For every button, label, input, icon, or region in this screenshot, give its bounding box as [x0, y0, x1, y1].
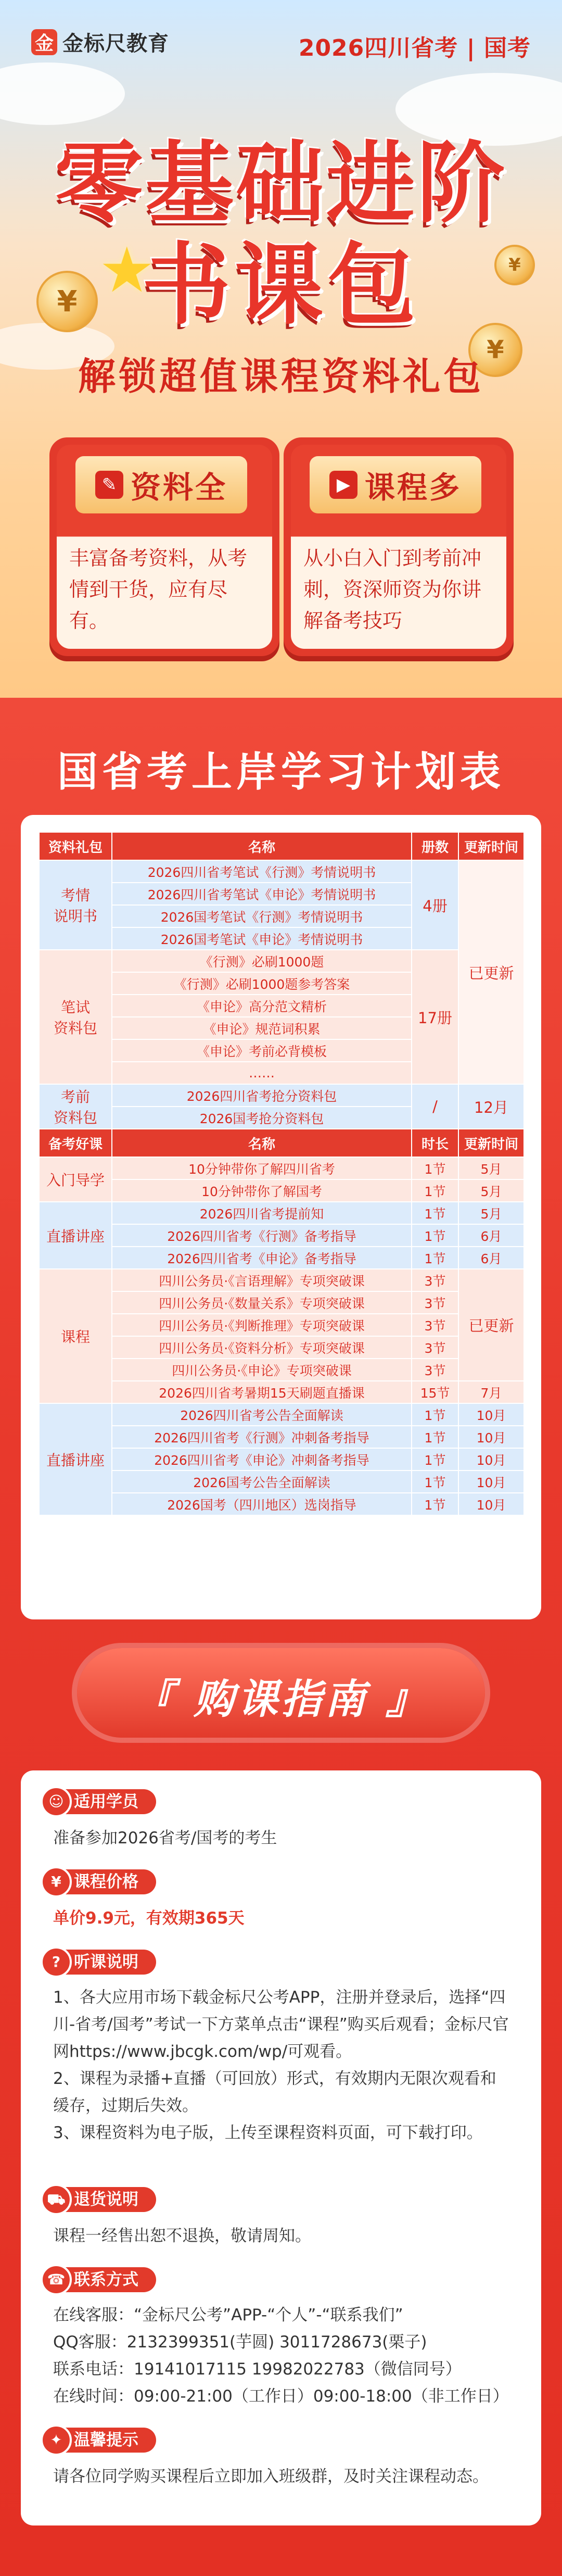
item-cell: 四川公务员·《言语理解》专项突破课	[112, 1269, 412, 1291]
price-text: 单价9.9元，有效期365天	[53, 1909, 245, 1928]
group-cell: 入门导学	[39, 1157, 112, 1202]
item-cell: 2026四川省考暑期15天刷题直播课	[112, 1381, 412, 1403]
duration-cell: 1节	[412, 1448, 458, 1471]
contact-line: 在线客服：“金标尺公考”APP-“个人”-“联系我们”	[53, 2306, 403, 2324]
item-cell: 2026四川省考笔试《申论》考情说明书	[112, 883, 412, 905]
item-cell: 10分钟带你了解国考	[112, 1179, 412, 1202]
table-header-cell: 名称	[112, 832, 412, 860]
item-cell: 2026国考（四川地区）选岗指导	[112, 1493, 412, 1515]
table-header-cell: 册数	[412, 832, 458, 860]
table-header-cell: 名称	[112, 1129, 412, 1157]
phone-icon: ☎	[41, 2264, 72, 2295]
time-cell: 5月	[458, 1179, 524, 1202]
feature-card-materials	[49, 437, 279, 656]
duration-cell: 1节	[412, 1224, 458, 1247]
duration-cell: 3节	[412, 1314, 458, 1336]
group-cell: 笔试 资料包	[39, 950, 112, 1084]
item-cell: 2026四川省考《申论》备考指导	[112, 1247, 412, 1269]
coin-icon: ¥	[468, 323, 522, 377]
top-bar	[0, 0, 562, 89]
duration-cell: 15节	[412, 1381, 458, 1403]
item-cell: 2026国考笔试《申论》考情说明书	[112, 927, 412, 950]
duration-cell: 3节	[412, 1336, 458, 1359]
table-row	[39, 1179, 524, 1202]
table-row	[39, 1336, 524, 1359]
feature-title: 课程多	[364, 470, 462, 505]
guide-banner	[77, 1648, 485, 1738]
section-title: 适用学员	[74, 1792, 138, 1811]
item-cell: 2026四川省考提前知	[112, 1202, 412, 1224]
duration-cell: 1节	[412, 1179, 458, 1202]
section-title: 听课说明	[74, 1953, 138, 1971]
section-text: 请各位同学购买课程后立即加入班级群，及时关注课程动态。	[53, 2467, 489, 2486]
feature-card-courses	[284, 437, 514, 656]
section-title: 温馨提示	[74, 2431, 138, 2449]
table-header-cell: 资料礼包	[39, 832, 112, 860]
time-cell: 6月	[458, 1247, 524, 1269]
duration-cell: 1节	[412, 1426, 458, 1448]
section-text: 2、课程为录播+直播（可回放）形式，有效期内无限次观看和缓存，过期后失效。	[53, 2069, 496, 2115]
guide-title: 『 购课指南 』	[132, 1676, 430, 1723]
table-header-cell: 更新时间	[458, 1129, 524, 1157]
item-cell: 2026四川省考《行测》备考指导	[112, 1224, 412, 1247]
table-row	[39, 1403, 524, 1426]
duration-cell: 1节	[412, 1403, 458, 1426]
duration-cell: 3节	[412, 1359, 458, 1381]
table-row	[39, 1291, 524, 1314]
item-cell: 《申论》考前必背模板	[112, 1039, 412, 1062]
table-header-cell: 备考好课	[39, 1129, 112, 1157]
duration-cell: 1节	[412, 1157, 458, 1179]
count-cell: 17册	[412, 950, 458, 1084]
section-header	[44, 2187, 156, 2212]
item-cell: 2026国考公告全面解读	[112, 1471, 412, 1493]
duration-cell: 3节	[412, 1269, 458, 1291]
section-header	[44, 1869, 156, 1894]
item-cell: 10分钟带你了解四川省考	[112, 1157, 412, 1179]
guide-card	[21, 1770, 541, 2525]
feature-title-pill	[310, 456, 481, 513]
table-row	[39, 1314, 524, 1336]
section-title: 退货说明	[74, 2190, 138, 2209]
time-cell: 10月	[458, 1426, 524, 1448]
feature-title: 资料全	[130, 470, 227, 505]
item-cell: ……	[112, 1062, 412, 1084]
item-cell: 《申论》高分范文精析	[112, 995, 412, 1017]
table-header-cell: 时长	[412, 1129, 458, 1157]
video-icon: ▶	[329, 471, 357, 499]
time-cell: 已更新	[458, 860, 524, 1084]
item-cell: 2026四川省考笔试《行测》考情说明书	[112, 860, 412, 883]
group-cell: 考前 资料包	[39, 1084, 112, 1129]
logo-mark: 金	[31, 29, 57, 55]
item-cell: 《行测》必刷1000题	[112, 950, 412, 972]
hero-title-line1: 零基础进阶	[54, 132, 507, 235]
exam-tag: 2026四川省考 | 国考	[298, 35, 531, 61]
group-cell: 直播讲座	[39, 1202, 112, 1269]
table-row	[39, 1493, 524, 1515]
table-row	[39, 1084, 524, 1107]
table-row	[39, 1269, 524, 1291]
table-row	[39, 1157, 524, 1179]
time-cell: 6月	[458, 1224, 524, 1247]
plan-table	[39, 832, 525, 1516]
time-cell: 已更新	[458, 1269, 524, 1381]
time-cell: 7月	[458, 1381, 524, 1403]
table-row	[39, 1471, 524, 1493]
duration-cell: 1节	[412, 1247, 458, 1269]
contact-line: 在线时间：09:00-21:00（工作日）09:00-18:00（非工作日）	[53, 2387, 509, 2406]
table-row	[39, 1359, 524, 1381]
star-icon: ★	[99, 234, 155, 307]
section-header	[44, 1950, 156, 1975]
money-bag-icon: ¥	[41, 1866, 72, 1898]
table-header-row	[39, 1129, 524, 1157]
table-row	[39, 1202, 524, 1224]
section-title: 课程价格	[74, 1873, 138, 1891]
item-cell: 2026国考抢分资料包	[112, 1107, 412, 1129]
section-text: 准备参加2026省考/国考的考生	[53, 1829, 277, 1848]
section-header	[44, 1789, 156, 1814]
table-row	[39, 950, 524, 972]
time-cell: 10月	[458, 1493, 524, 1515]
feature-desc: 丰富备考资料，从考情到干货，应有尽有。	[69, 547, 248, 632]
feature-title-pill	[75, 456, 247, 513]
item-cell: 2026四川省考抢分资料包	[112, 1084, 412, 1107]
item-cell: 四川公务员·《申论》专项突破课	[112, 1359, 412, 1381]
hero-title-line2: 书课包	[142, 234, 420, 337]
item-cell: 四川公务员·《资料分析》专项突破课	[112, 1336, 412, 1359]
table-header-row	[39, 832, 524, 860]
coin-icon: ¥	[36, 271, 98, 332]
count-cell: /	[412, 1084, 458, 1129]
feature-desc: 从小白入门到考前冲刺，资深师资为你讲解备考技巧	[303, 547, 482, 632]
duration-cell: 1节	[412, 1202, 458, 1224]
time-cell: 10月	[458, 1448, 524, 1471]
plan-table-card	[21, 815, 541, 1619]
truck-icon: ⛟	[41, 2184, 72, 2215]
person-icon: ☺	[41, 1786, 72, 1817]
bulb-icon: ✦	[41, 2424, 72, 2456]
table-row	[39, 1426, 524, 1448]
coin-icon: ¥	[494, 245, 535, 285]
document-icon: ✎	[95, 471, 123, 499]
section-text: 1、各大应用市场下载金标尺公考APP，注册并登录后，选择“四川-省考/国考”考试一下方菜单点击“课程”购买后观看；金标尺官网https://www.jbcgk.com/wp/可观看。	[53, 1988, 509, 2061]
section-header	[44, 2428, 156, 2453]
item-cell: 2026四川省考《申论》冲刺备考指导	[112, 1448, 412, 1471]
time-cell: 10月	[458, 1471, 524, 1493]
duration-cell: 3节	[412, 1291, 458, 1314]
contact-line: 联系电话：19141017115 19982022783（微信同号）	[53, 2360, 462, 2379]
section-text: 课程一经售出恕不退换，敬请周知。	[53, 2227, 311, 2245]
duration-cell: 1节	[412, 1493, 458, 1515]
table-header-cell: 更新时间	[458, 832, 524, 860]
contact-line: QQ客服：2132399351(芋圆) 3011728673(栗子)	[53, 2333, 427, 2352]
group-cell: 课程	[39, 1269, 112, 1403]
section-header	[44, 2267, 156, 2292]
time-cell: 10月	[458, 1403, 524, 1426]
group-cell: 直播讲座	[39, 1403, 112, 1515]
brand-logo	[31, 27, 169, 57]
group-cell: 考情 说明书	[39, 860, 112, 950]
item-cell: 四川公务员·《判断推理》专项突破课	[112, 1314, 412, 1336]
item-cell: 《行测》必刷1000题参考答案	[112, 972, 412, 995]
table-row	[39, 860, 524, 883]
time-cell: 5月	[458, 1202, 524, 1224]
table-row	[39, 1448, 524, 1471]
section-title: 联系方式	[74, 2270, 138, 2289]
item-cell: 2026四川省考《行测》冲刺备考指导	[112, 1426, 412, 1448]
help-icon: ?	[41, 1946, 72, 1978]
item-cell: 2026国考笔试《行测》考情说明书	[112, 905, 412, 927]
hero-subtitle: 解锁超值课程资料礼包	[78, 355, 484, 398]
item-cell: 2026四川省考公告全面解读	[112, 1403, 412, 1426]
logo-text: 金标尺教育	[62, 32, 169, 56]
count-cell: 4册	[412, 860, 458, 950]
hero-banner	[0, 0, 562, 698]
item-cell: 四川公务员·《数量关系》专项突破课	[112, 1291, 412, 1314]
table-row	[39, 1224, 524, 1247]
table-row	[39, 1247, 524, 1269]
item-cell: 《申论》规范词积累	[112, 1017, 412, 1039]
time-cell: 5月	[458, 1157, 524, 1179]
time-cell: 12月	[458, 1084, 524, 1129]
table-row	[39, 1381, 524, 1403]
duration-cell: 1节	[412, 1471, 458, 1493]
plan-title: 国省考上岸学习计划表	[57, 749, 505, 796]
section-text: 3、课程资料为电子版，上传至课程资料页面，可下载打印。	[53, 2123, 483, 2142]
